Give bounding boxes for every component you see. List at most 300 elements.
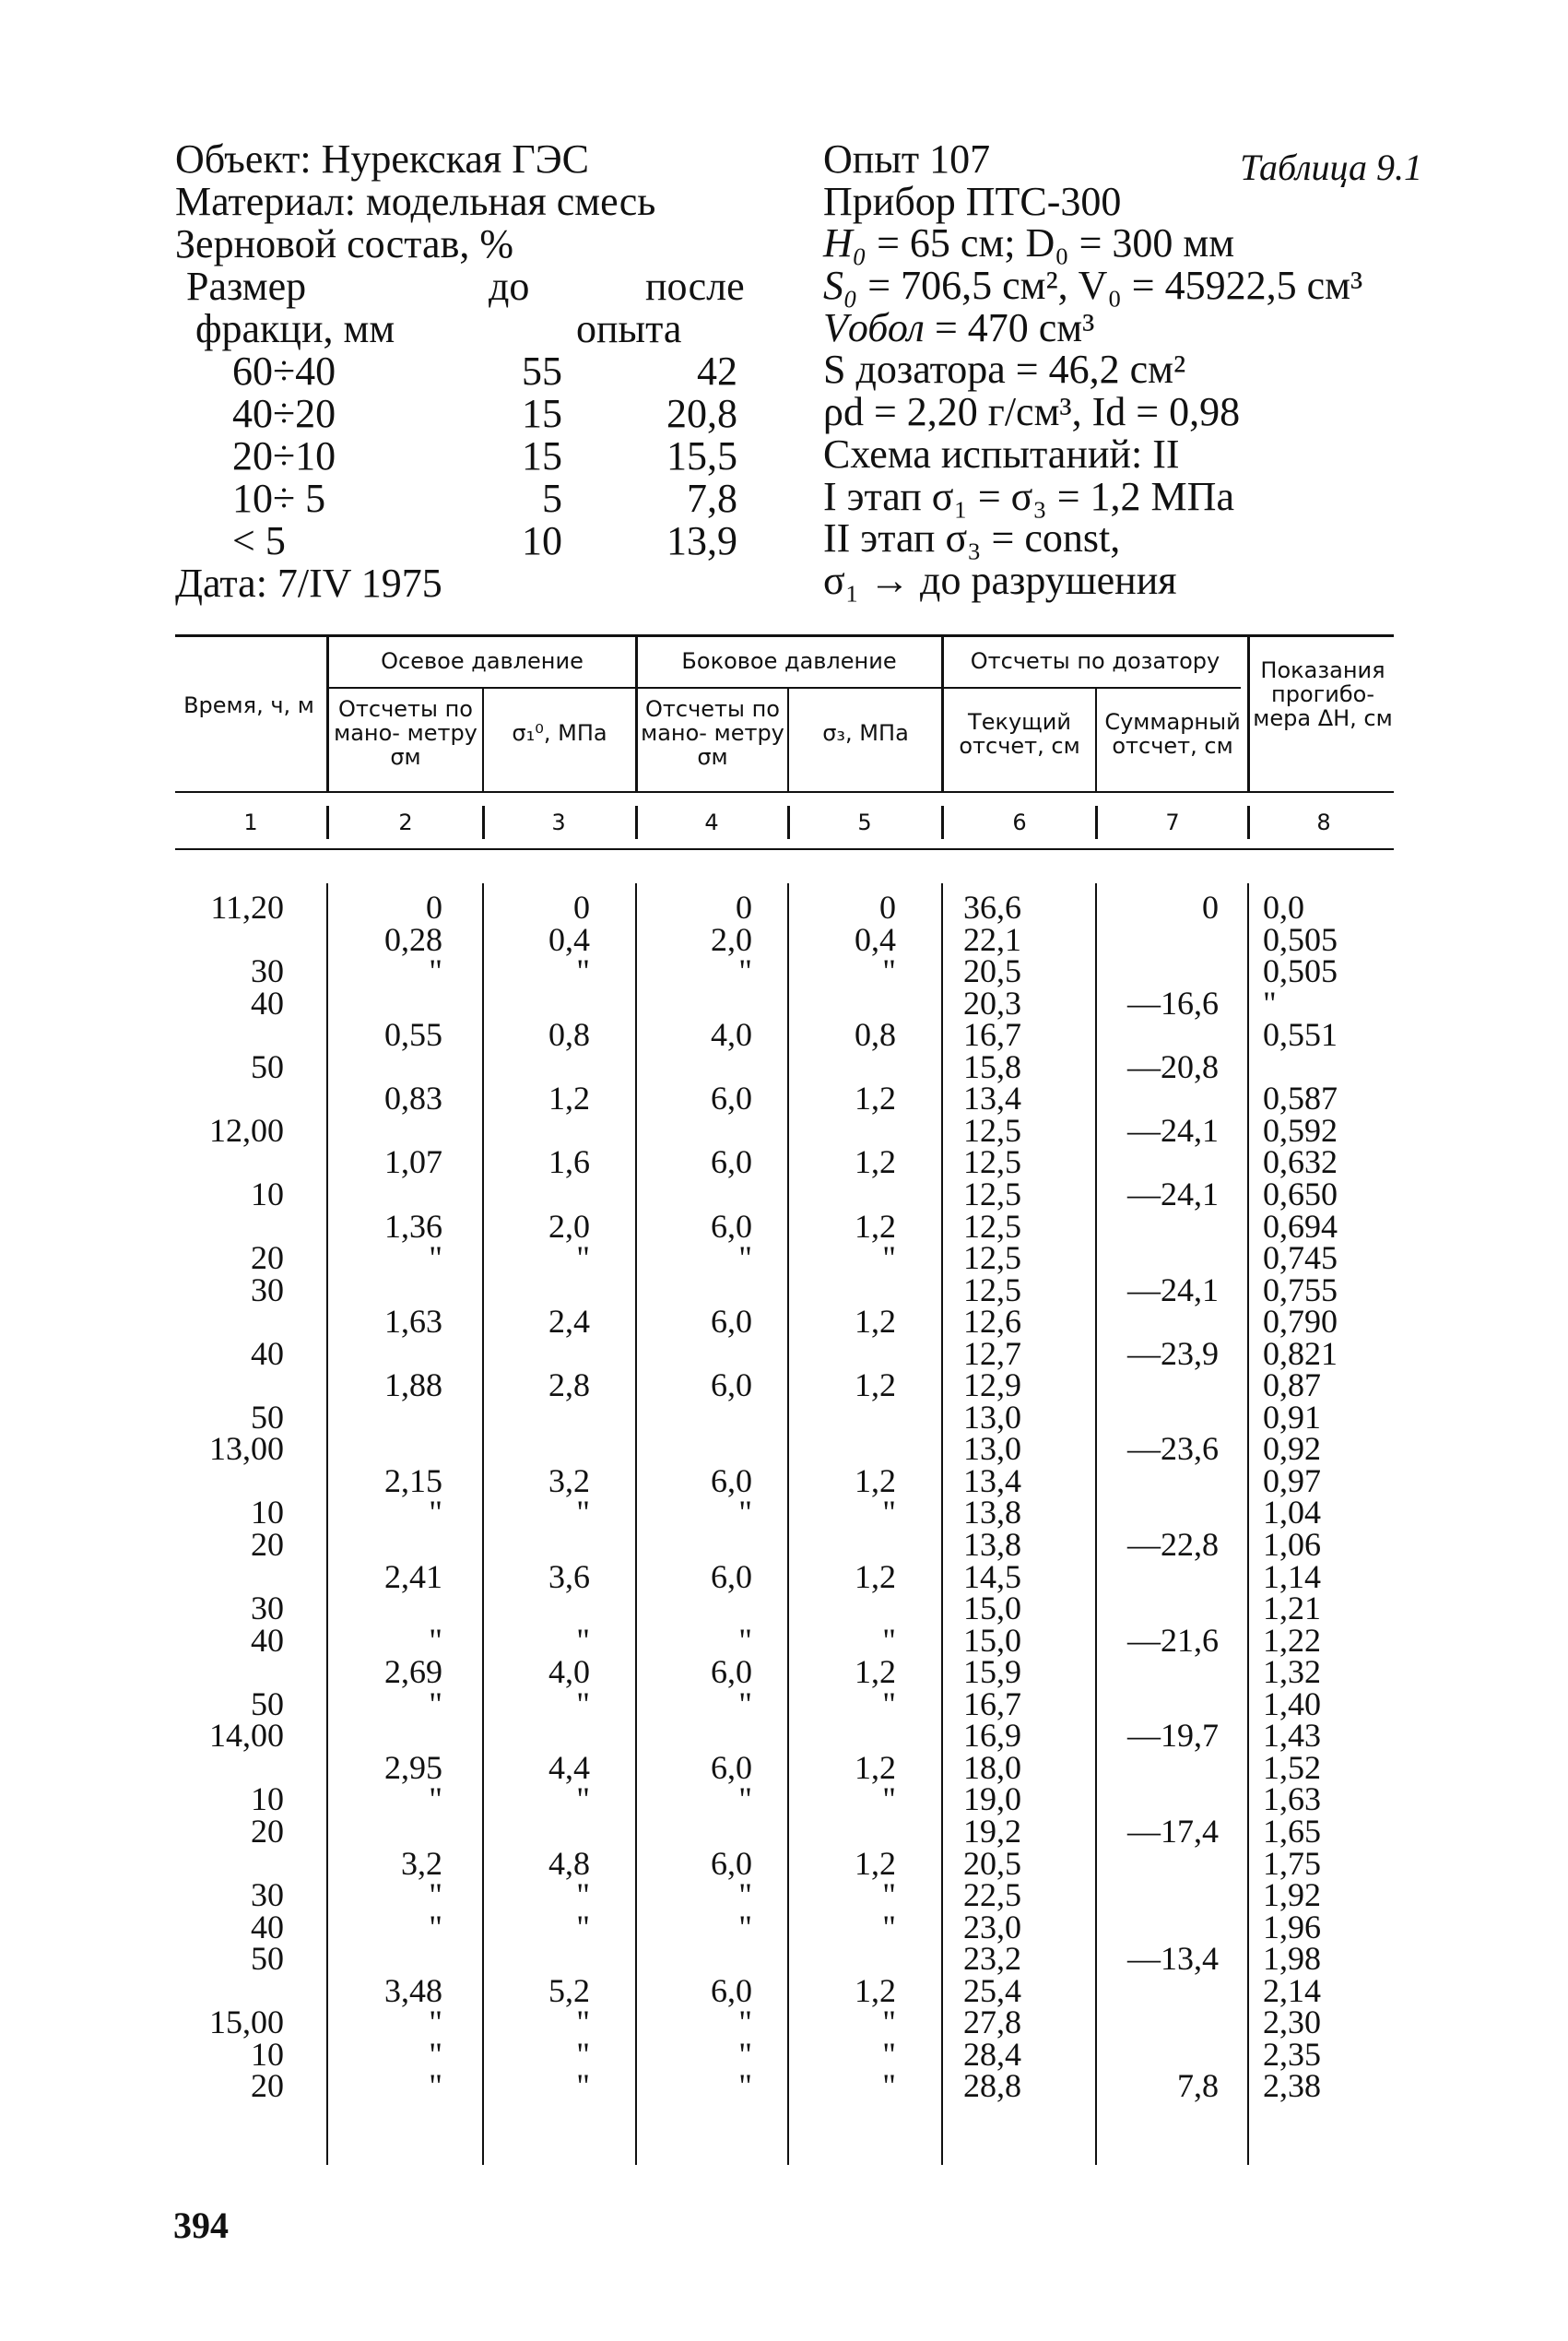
cell-sigma3: 1,2 bbox=[855, 1653, 896, 1691]
cell-current-reading: 16,7 bbox=[963, 1016, 1021, 1054]
cell-sigma1: 4,4 bbox=[548, 1748, 590, 1786]
cell-deflection: 1,21 bbox=[1263, 1590, 1321, 1627]
header-manometer-lateral: Отсчеты по мано- метру σм bbox=[641, 696, 784, 770]
fraction-header-row-1 bbox=[175, 266, 802, 308]
cell-current-reading: 13,4 bbox=[963, 1461, 1021, 1499]
column-number: 5 bbox=[857, 810, 872, 835]
cell-time: 30 bbox=[251, 1590, 284, 1627]
page-number: 394 bbox=[173, 2205, 229, 2246]
fraction-before: 5 bbox=[542, 476, 562, 521]
cell-deflection: 0,694 bbox=[1263, 1207, 1338, 1245]
cell-current-reading: 15,0 bbox=[963, 1621, 1021, 1659]
cell-time: 50 bbox=[251, 1047, 284, 1085]
cell-sigma3: 1,2 bbox=[855, 1366, 896, 1404]
date-line: Дата: 7/IV 1975 bbox=[175, 561, 442, 606]
fraction-row bbox=[175, 520, 802, 562]
cell-sigma3: 1,2 bbox=[855, 1461, 896, 1499]
cell-current-reading: 15,8 bbox=[963, 1047, 1021, 1085]
cell-sigma3: 1,2 bbox=[855, 1143, 896, 1181]
col-after-label: после bbox=[645, 264, 745, 309]
fraction-after: 42 bbox=[697, 349, 737, 394]
cell-manometer-axial: 0 bbox=[426, 889, 442, 926]
cell-manometer-axial: " bbox=[429, 1876, 442, 1914]
cell-sigma3: " bbox=[882, 1494, 896, 1531]
header-sigma3: σ₃, МПа bbox=[822, 720, 909, 746]
cell-manometer-axial: " bbox=[429, 1621, 442, 1659]
cell-total-reading: —17,4 bbox=[1127, 1812, 1219, 1850]
cell-manometer-lateral: " bbox=[738, 1908, 752, 1945]
cell-sigma1: 0 bbox=[573, 889, 590, 926]
cell-deflection: 0,745 bbox=[1263, 1239, 1338, 1277]
cell-deflection: 1,52 bbox=[1263, 1748, 1321, 1786]
cell-sigma3: 0,4 bbox=[855, 920, 896, 958]
cell-manometer-axial: 1,07 bbox=[384, 1143, 442, 1181]
cell-manometer-lateral: 6,0 bbox=[711, 1844, 752, 1882]
cell-manometer-lateral: 0 bbox=[736, 889, 752, 926]
header-deflectometer: Показания прогибо- мера ΔH, см bbox=[1253, 657, 1393, 731]
cell-deflection: 1,98 bbox=[1263, 1940, 1321, 1978]
cell-sigma1: " bbox=[576, 2067, 590, 2105]
column-number: 1 bbox=[243, 810, 258, 835]
cell-deflection: 0,0 bbox=[1263, 889, 1304, 926]
cell-sigma3: " bbox=[882, 952, 896, 990]
fraction-row bbox=[175, 350, 802, 393]
cell-current-reading: 28,4 bbox=[963, 2035, 1021, 2073]
cell-deflection: 0,97 bbox=[1263, 1461, 1321, 1499]
cell-manometer-lateral: 6,0 bbox=[711, 1748, 752, 1786]
cell-manometer-axial: " bbox=[429, 1908, 442, 1945]
cell-deflection: 0,821 bbox=[1263, 1334, 1338, 1372]
column-number-rule bbox=[175, 848, 1394, 850]
cell-manometer-lateral: " bbox=[738, 1494, 752, 1531]
h0-label: H₀ bbox=[823, 220, 867, 266]
fraction-row bbox=[175, 478, 802, 520]
cell-sigma1: " bbox=[576, 952, 590, 990]
cell-manometer-lateral: 6,0 bbox=[711, 1366, 752, 1404]
column-number: 2 bbox=[398, 810, 413, 835]
cell-current-reading: 20,3 bbox=[963, 984, 1021, 1022]
cell-manometer-lateral: " bbox=[738, 2035, 752, 2073]
device-line: Прибор ПТС-300 bbox=[823, 178, 1122, 224]
cell-manometer-lateral: 6,0 bbox=[711, 1207, 752, 1245]
cell-sigma3: 1,2 bbox=[855, 1971, 896, 2009]
cell-deflection: 1,96 bbox=[1263, 1908, 1321, 1945]
grain-composition-title: Зерновой состав, % bbox=[175, 221, 514, 266]
header-total-reading: Суммарный отсчет, см bbox=[1104, 709, 1241, 759]
cell-sigma1: 1,2 bbox=[548, 1080, 590, 1117]
column-number: 7 bbox=[1165, 810, 1180, 835]
cell-deflection: 0,87 bbox=[1263, 1366, 1321, 1404]
header-manometer-axial: Отсчеты по мано- метру σм bbox=[334, 696, 477, 770]
fraction-size: 10÷ 5 bbox=[232, 476, 326, 521]
cell-manometer-axial: 2,69 bbox=[384, 1653, 442, 1691]
cell-sigma1: 0,4 bbox=[548, 920, 590, 958]
fraction-after: 20,8 bbox=[666, 391, 737, 436]
cell-deflection: 0,505 bbox=[1263, 952, 1338, 990]
cell-sigma3: " bbox=[882, 1876, 896, 1914]
cell-sigma1: 2,4 bbox=[548, 1303, 590, 1341]
cell-current-reading: 19,2 bbox=[963, 1812, 1021, 1850]
cell-current-reading: 12,7 bbox=[963, 1334, 1021, 1372]
cell-manometer-lateral: 6,0 bbox=[711, 1143, 752, 1181]
cell-deflection: 0,92 bbox=[1263, 1430, 1321, 1468]
vrule bbox=[635, 806, 638, 839]
cell-manometer-axial: 2,41 bbox=[384, 1557, 442, 1595]
cell-time: 15,00 bbox=[209, 2004, 284, 2041]
cell-current-reading: 18,0 bbox=[963, 1748, 1021, 1786]
cell-time: 40 bbox=[251, 984, 284, 1022]
vobol-label: Vобол bbox=[823, 304, 925, 350]
fraction-size: 20÷10 bbox=[232, 433, 336, 479]
cell-manometer-axial: " bbox=[429, 1494, 442, 1531]
cell-current-reading: 14,5 bbox=[963, 1557, 1021, 1595]
column-number: 4 bbox=[704, 810, 719, 835]
vrule bbox=[482, 688, 484, 791]
cell-time: 40 bbox=[251, 1621, 284, 1659]
cell-current-reading: 12,6 bbox=[963, 1303, 1021, 1341]
cell-manometer-axial: 1,63 bbox=[384, 1303, 442, 1341]
column-number: 6 bbox=[1012, 810, 1027, 835]
cell-current-reading: 16,9 bbox=[963, 1717, 1021, 1755]
vrule bbox=[1095, 806, 1098, 839]
cell-deflection: 0,755 bbox=[1263, 1271, 1338, 1308]
cell-deflection: 1,75 bbox=[1263, 1844, 1321, 1882]
cell-deflection: 0,650 bbox=[1263, 1175, 1338, 1212]
cell-manometer-axial: " bbox=[429, 1685, 442, 1722]
cell-manometer-axial: 2,15 bbox=[384, 1461, 442, 1499]
cell-sigma3: " bbox=[882, 1685, 896, 1722]
cell-current-reading: 12,5 bbox=[963, 1207, 1021, 1245]
cell-time: 13,00 bbox=[209, 1430, 284, 1468]
cell-deflection: 1,32 bbox=[1263, 1653, 1321, 1691]
cell-sigma1: 0,8 bbox=[548, 1016, 590, 1054]
cell-total-reading: —24,1 bbox=[1127, 1271, 1219, 1308]
cell-manometer-lateral: 4,0 bbox=[711, 1016, 752, 1054]
cell-time: 50 bbox=[251, 1940, 284, 1978]
cell-manometer-axial: 0,83 bbox=[384, 1080, 442, 1117]
cell-manometer-lateral: " bbox=[738, 2004, 752, 2041]
cell-time: 14,00 bbox=[209, 1717, 284, 1755]
cell-total-reading: 7,8 bbox=[1177, 2067, 1219, 2105]
cell-sigma1: 5,2 bbox=[548, 1971, 590, 2009]
cell-current-reading: 36,6 bbox=[963, 889, 1021, 926]
cell-current-reading: 12,5 bbox=[963, 1271, 1021, 1308]
cell-manometer-axial: 3,2 bbox=[401, 1844, 442, 1882]
cell-manometer-lateral: 6,0 bbox=[711, 1653, 752, 1691]
cell-sigma1: 4,8 bbox=[548, 1844, 590, 1882]
cell-manometer-axial: " bbox=[429, 1239, 442, 1277]
fraction-size: 60÷40 bbox=[232, 349, 336, 394]
cell-time: 50 bbox=[251, 1398, 284, 1436]
cell-time: 10 bbox=[251, 1494, 284, 1531]
cell-time: 20 bbox=[251, 1526, 284, 1563]
cell-sigma3: " bbox=[882, 1239, 896, 1277]
cell-total-reading: —24,1 bbox=[1127, 1175, 1219, 1212]
cell-manometer-axial: 0,55 bbox=[384, 1016, 442, 1054]
dosator-area-line: S дозатора = 46,2 см² bbox=[823, 347, 1186, 393]
cell-deflection: 1,14 bbox=[1263, 1557, 1321, 1595]
cell-manometer-axial: " bbox=[429, 952, 442, 990]
cell-current-reading: 23,0 bbox=[963, 1908, 1021, 1945]
cell-sigma1: " bbox=[576, 2035, 590, 2073]
cell-deflection: 1,40 bbox=[1263, 1685, 1321, 1722]
column-number: 3 bbox=[551, 810, 566, 835]
column-number: 8 bbox=[1316, 810, 1331, 835]
experiment-info-right bbox=[823, 138, 1432, 602]
cell-manometer-axial: " bbox=[429, 2035, 442, 2073]
fraction-before: 15 bbox=[522, 391, 562, 436]
cell-manometer-axial: " bbox=[429, 2067, 442, 2105]
cell-current-reading: 12,9 bbox=[963, 1366, 1021, 1404]
header-dosator-readings: Отсчеты по дозатору bbox=[970, 648, 1220, 674]
cell-total-reading: —21,6 bbox=[1127, 1621, 1219, 1659]
s0-v0-line bbox=[823, 265, 1432, 307]
vrule bbox=[787, 688, 789, 791]
cell-sigma1: 2,8 bbox=[548, 1366, 590, 1404]
cell-sigma1: 4,0 bbox=[548, 1653, 590, 1691]
header-sigma1: σ₁⁰, МПа bbox=[512, 720, 607, 746]
cell-deflection: 1,06 bbox=[1263, 1526, 1321, 1563]
cell-current-reading: 27,8 bbox=[963, 2004, 1021, 2041]
header-axial-pressure: Осевое давление bbox=[381, 648, 584, 674]
cell-sigma3: 0,8 bbox=[855, 1016, 896, 1054]
vobol-value: = 470 см³ bbox=[934, 304, 1095, 350]
cell-sigma1: " bbox=[576, 1494, 590, 1531]
object-line: Объект: Нурекская ГЭС bbox=[175, 136, 590, 182]
cell-sigma1: 2,0 bbox=[548, 1207, 590, 1245]
fraction-size: 40÷20 bbox=[232, 391, 336, 436]
cell-deflection: 1,92 bbox=[1263, 1876, 1321, 1914]
cell-time: 11,20 bbox=[210, 889, 284, 926]
cell-current-reading: 13,8 bbox=[963, 1494, 1021, 1531]
col-experiment-label: опыта bbox=[576, 306, 682, 351]
table-title: Таблица 9.1 bbox=[1240, 147, 1422, 188]
cell-deflection: 0,632 bbox=[1263, 1143, 1338, 1181]
header-time: Время, ч, м bbox=[183, 692, 314, 718]
col-size-unit-label: фракци, мм bbox=[195, 306, 395, 351]
cell-manometer-axial: 1,36 bbox=[384, 1207, 442, 1245]
cell-current-reading: 20,5 bbox=[963, 1844, 1021, 1882]
cell-deflection: 0,505 bbox=[1263, 920, 1338, 958]
fraction-after: 7,8 bbox=[687, 476, 737, 521]
s0-label: S₀ bbox=[823, 263, 858, 309]
cell-sigma1: " bbox=[576, 2004, 590, 2041]
cell-total-reading: —16,6 bbox=[1127, 984, 1219, 1022]
cell-sigma3: " bbox=[882, 2067, 896, 2105]
stage1-line: I этап σ₁ = σ₃ = 1,2 МПа bbox=[823, 473, 1234, 519]
cell-manometer-lateral: 2,0 bbox=[711, 920, 752, 958]
cell-manometer-axial: 2,95 bbox=[384, 1748, 442, 1786]
experiment-number: Опыт 107 bbox=[823, 136, 991, 182]
s0-v0-value: = 706,5 см², V₀ = 45922,5 см³ bbox=[867, 263, 1363, 309]
cell-current-reading: 25,4 bbox=[963, 1971, 1021, 2009]
cell-time: 10 bbox=[251, 1175, 284, 1212]
cell-manometer-axial: 0,28 bbox=[384, 920, 442, 958]
vrule bbox=[1247, 806, 1250, 839]
cell-manometer-axial: " bbox=[429, 2004, 442, 2041]
stage2-continued-line: σ₁ → до разрушения bbox=[823, 557, 1177, 603]
cell-deflection: 2,14 bbox=[1263, 1971, 1321, 2009]
vrule bbox=[482, 806, 485, 839]
material-line: Материал: модельная смесь bbox=[175, 179, 656, 224]
vrule bbox=[326, 806, 329, 839]
cell-current-reading: 22,1 bbox=[963, 920, 1021, 958]
fraction-rows bbox=[175, 350, 802, 562]
cell-sigma3: 1,2 bbox=[855, 1557, 896, 1595]
vobol-line bbox=[823, 304, 1432, 350]
cell-deflection: 2,38 bbox=[1263, 2067, 1321, 2105]
cell-current-reading: 13,0 bbox=[963, 1430, 1021, 1468]
cell-manometer-lateral: " bbox=[738, 1685, 752, 1722]
cell-time: 30 bbox=[251, 1271, 284, 1308]
h0-d0-line bbox=[823, 222, 1432, 265]
cell-deflection: 1,43 bbox=[1263, 1717, 1321, 1755]
cell-deflection: 0,790 bbox=[1263, 1303, 1338, 1341]
cell-sigma1: " bbox=[576, 1621, 590, 1659]
cell-time: 30 bbox=[251, 1876, 284, 1914]
cell-sigma3: " bbox=[882, 2004, 896, 2041]
cell-manometer-lateral: 6,0 bbox=[711, 1971, 752, 2009]
density-line: ρd = 2,20 г/см³, Id = 0,98 bbox=[823, 389, 1241, 435]
fraction-after: 13,9 bbox=[666, 518, 737, 563]
cell-time: 10 bbox=[251, 1780, 284, 1818]
data-table bbox=[175, 634, 1394, 2165]
cell-manometer-lateral: 6,0 bbox=[711, 1461, 752, 1499]
cell-deflection: 0,587 bbox=[1263, 1080, 1338, 1117]
cell-sigma1: 1,6 bbox=[548, 1143, 590, 1181]
cell-sigma3: 1,2 bbox=[855, 1080, 896, 1117]
cell-time: 10 bbox=[251, 2035, 284, 2073]
cell-sigma3: " bbox=[882, 1780, 896, 1818]
cell-time: 20 bbox=[251, 1239, 284, 1277]
cell-total-reading: 0 bbox=[1202, 889, 1219, 926]
cell-current-reading: 15,9 bbox=[963, 1653, 1021, 1691]
experiment-info-left bbox=[175, 138, 802, 605]
cell-current-reading: 12,5 bbox=[963, 1175, 1021, 1212]
cell-time: 20 bbox=[251, 1812, 284, 1850]
fraction-before: 15 bbox=[522, 433, 562, 479]
cell-time: 30 bbox=[251, 952, 284, 990]
cell-current-reading: 13,0 bbox=[963, 1398, 1021, 1436]
fraction-before: 55 bbox=[522, 349, 562, 394]
cell-sigma1: 3,6 bbox=[548, 1557, 590, 1595]
cell-deflection: 0,551 bbox=[1263, 1016, 1338, 1054]
cell-deflection: 1,65 bbox=[1263, 1812, 1321, 1850]
cell-manometer-lateral: 6,0 bbox=[711, 1080, 752, 1117]
cell-current-reading: 13,8 bbox=[963, 1526, 1021, 1563]
cell-sigma3: " bbox=[882, 2035, 896, 2073]
cell-total-reading: —20,8 bbox=[1127, 1047, 1219, 1085]
fraction-row bbox=[175, 435, 802, 478]
cell-current-reading: 15,0 bbox=[963, 1590, 1021, 1627]
cell-total-reading: —23,9 bbox=[1127, 1334, 1219, 1372]
cell-total-reading: —19,7 bbox=[1127, 1717, 1219, 1755]
cell-manometer-lateral: 6,0 bbox=[711, 1303, 752, 1341]
cell-sigma1: " bbox=[576, 1780, 590, 1818]
cell-deflection: 1,63 bbox=[1263, 1780, 1321, 1818]
cell-time: 40 bbox=[251, 1908, 284, 1945]
cell-current-reading: 28,8 bbox=[963, 2067, 1021, 2105]
group-header-rule bbox=[328, 687, 1241, 689]
cell-current-reading: 23,2 bbox=[963, 1940, 1021, 1978]
h0-d0-value: = 65 см; D₀ = 300 мм bbox=[877, 220, 1235, 266]
cell-current-reading: 12,5 bbox=[963, 1239, 1021, 1277]
cell-sigma3: " bbox=[882, 1908, 896, 1945]
cell-sigma3: 1,2 bbox=[855, 1207, 896, 1245]
col-before-label: до bbox=[489, 264, 530, 309]
cell-time: 50 bbox=[251, 1685, 284, 1722]
fraction-size: < 5 bbox=[232, 518, 286, 563]
cell-manometer-lateral: " bbox=[738, 1621, 752, 1659]
cell-sigma1: " bbox=[576, 1908, 590, 1945]
cell-deflection: 0,592 bbox=[1263, 1111, 1338, 1149]
cell-manometer-lateral: " bbox=[738, 2067, 752, 2105]
cell-sigma3: 1,2 bbox=[855, 1844, 896, 1882]
vrule bbox=[1247, 883, 1249, 2165]
cell-current-reading: 22,5 bbox=[963, 1876, 1021, 1914]
cell-sigma3: " bbox=[882, 1621, 896, 1659]
cell-deflection: 2,35 bbox=[1263, 2035, 1321, 2073]
cell-sigma1: " bbox=[576, 1239, 590, 1277]
cell-time: 12,00 bbox=[209, 1111, 284, 1149]
cell-current-reading: 13,4 bbox=[963, 1080, 1021, 1117]
cell-manometer-lateral: " bbox=[738, 1780, 752, 1818]
vrule bbox=[941, 806, 944, 839]
cell-manometer-axial: " bbox=[429, 1780, 442, 1818]
vrule bbox=[787, 806, 790, 839]
cell-manometer-lateral: " bbox=[738, 1239, 752, 1277]
cell-current-reading: 19,0 bbox=[963, 1780, 1021, 1818]
cell-manometer-lateral: " bbox=[738, 952, 752, 990]
header-bottom-rule bbox=[175, 791, 1394, 793]
cell-total-reading: —24,1 bbox=[1127, 1111, 1219, 1149]
cell-total-reading: —23,6 bbox=[1127, 1430, 1219, 1468]
fraction-row bbox=[175, 393, 802, 435]
cell-sigma1: " bbox=[576, 1685, 590, 1722]
cell-sigma3: 1,2 bbox=[855, 1748, 896, 1786]
cell-manometer-axial: 1,88 bbox=[384, 1366, 442, 1404]
cell-total-reading: —22,8 bbox=[1127, 1526, 1219, 1563]
fraction-before: 10 bbox=[522, 518, 562, 563]
cell-deflection: 1,22 bbox=[1263, 1621, 1321, 1659]
fraction-after: 15,5 bbox=[666, 433, 737, 479]
col-size-label: Размер bbox=[186, 264, 307, 309]
header-lateral-pressure: Боковое давление bbox=[681, 648, 897, 674]
header-current-reading: Текущий отсчет, см bbox=[959, 709, 1080, 759]
cell-current-reading: 12,5 bbox=[963, 1143, 1021, 1181]
cell-deflection: " bbox=[1263, 984, 1277, 1022]
cell-deflection: 2,30 bbox=[1263, 2004, 1321, 2041]
vrule bbox=[326, 634, 329, 791]
cell-time: 40 bbox=[251, 1334, 284, 1372]
cell-current-reading: 20,5 bbox=[963, 952, 1021, 990]
cell-sigma1: " bbox=[576, 1876, 590, 1914]
scheme-line: Схема испытаний: II bbox=[823, 431, 1180, 477]
cell-current-reading: 12,5 bbox=[963, 1111, 1021, 1149]
cell-sigma1: 3,2 bbox=[548, 1461, 590, 1499]
stage2-line: II этап σ₃ = const, bbox=[823, 515, 1121, 562]
cell-total-reading: —13,4 bbox=[1127, 1940, 1219, 1978]
cell-time: 20 bbox=[251, 2067, 284, 2105]
cell-manometer-lateral: " bbox=[738, 1876, 752, 1914]
cell-sigma3: 1,2 bbox=[855, 1303, 896, 1341]
cell-manometer-lateral: 6,0 bbox=[711, 1557, 752, 1595]
cell-sigma3: 0 bbox=[879, 889, 896, 926]
cell-deflection: 0,91 bbox=[1263, 1398, 1321, 1436]
table-top-rule bbox=[175, 634, 1394, 637]
cell-manometer-axial: 3,48 bbox=[384, 1971, 442, 2009]
cell-current-reading: 16,7 bbox=[963, 1685, 1021, 1722]
